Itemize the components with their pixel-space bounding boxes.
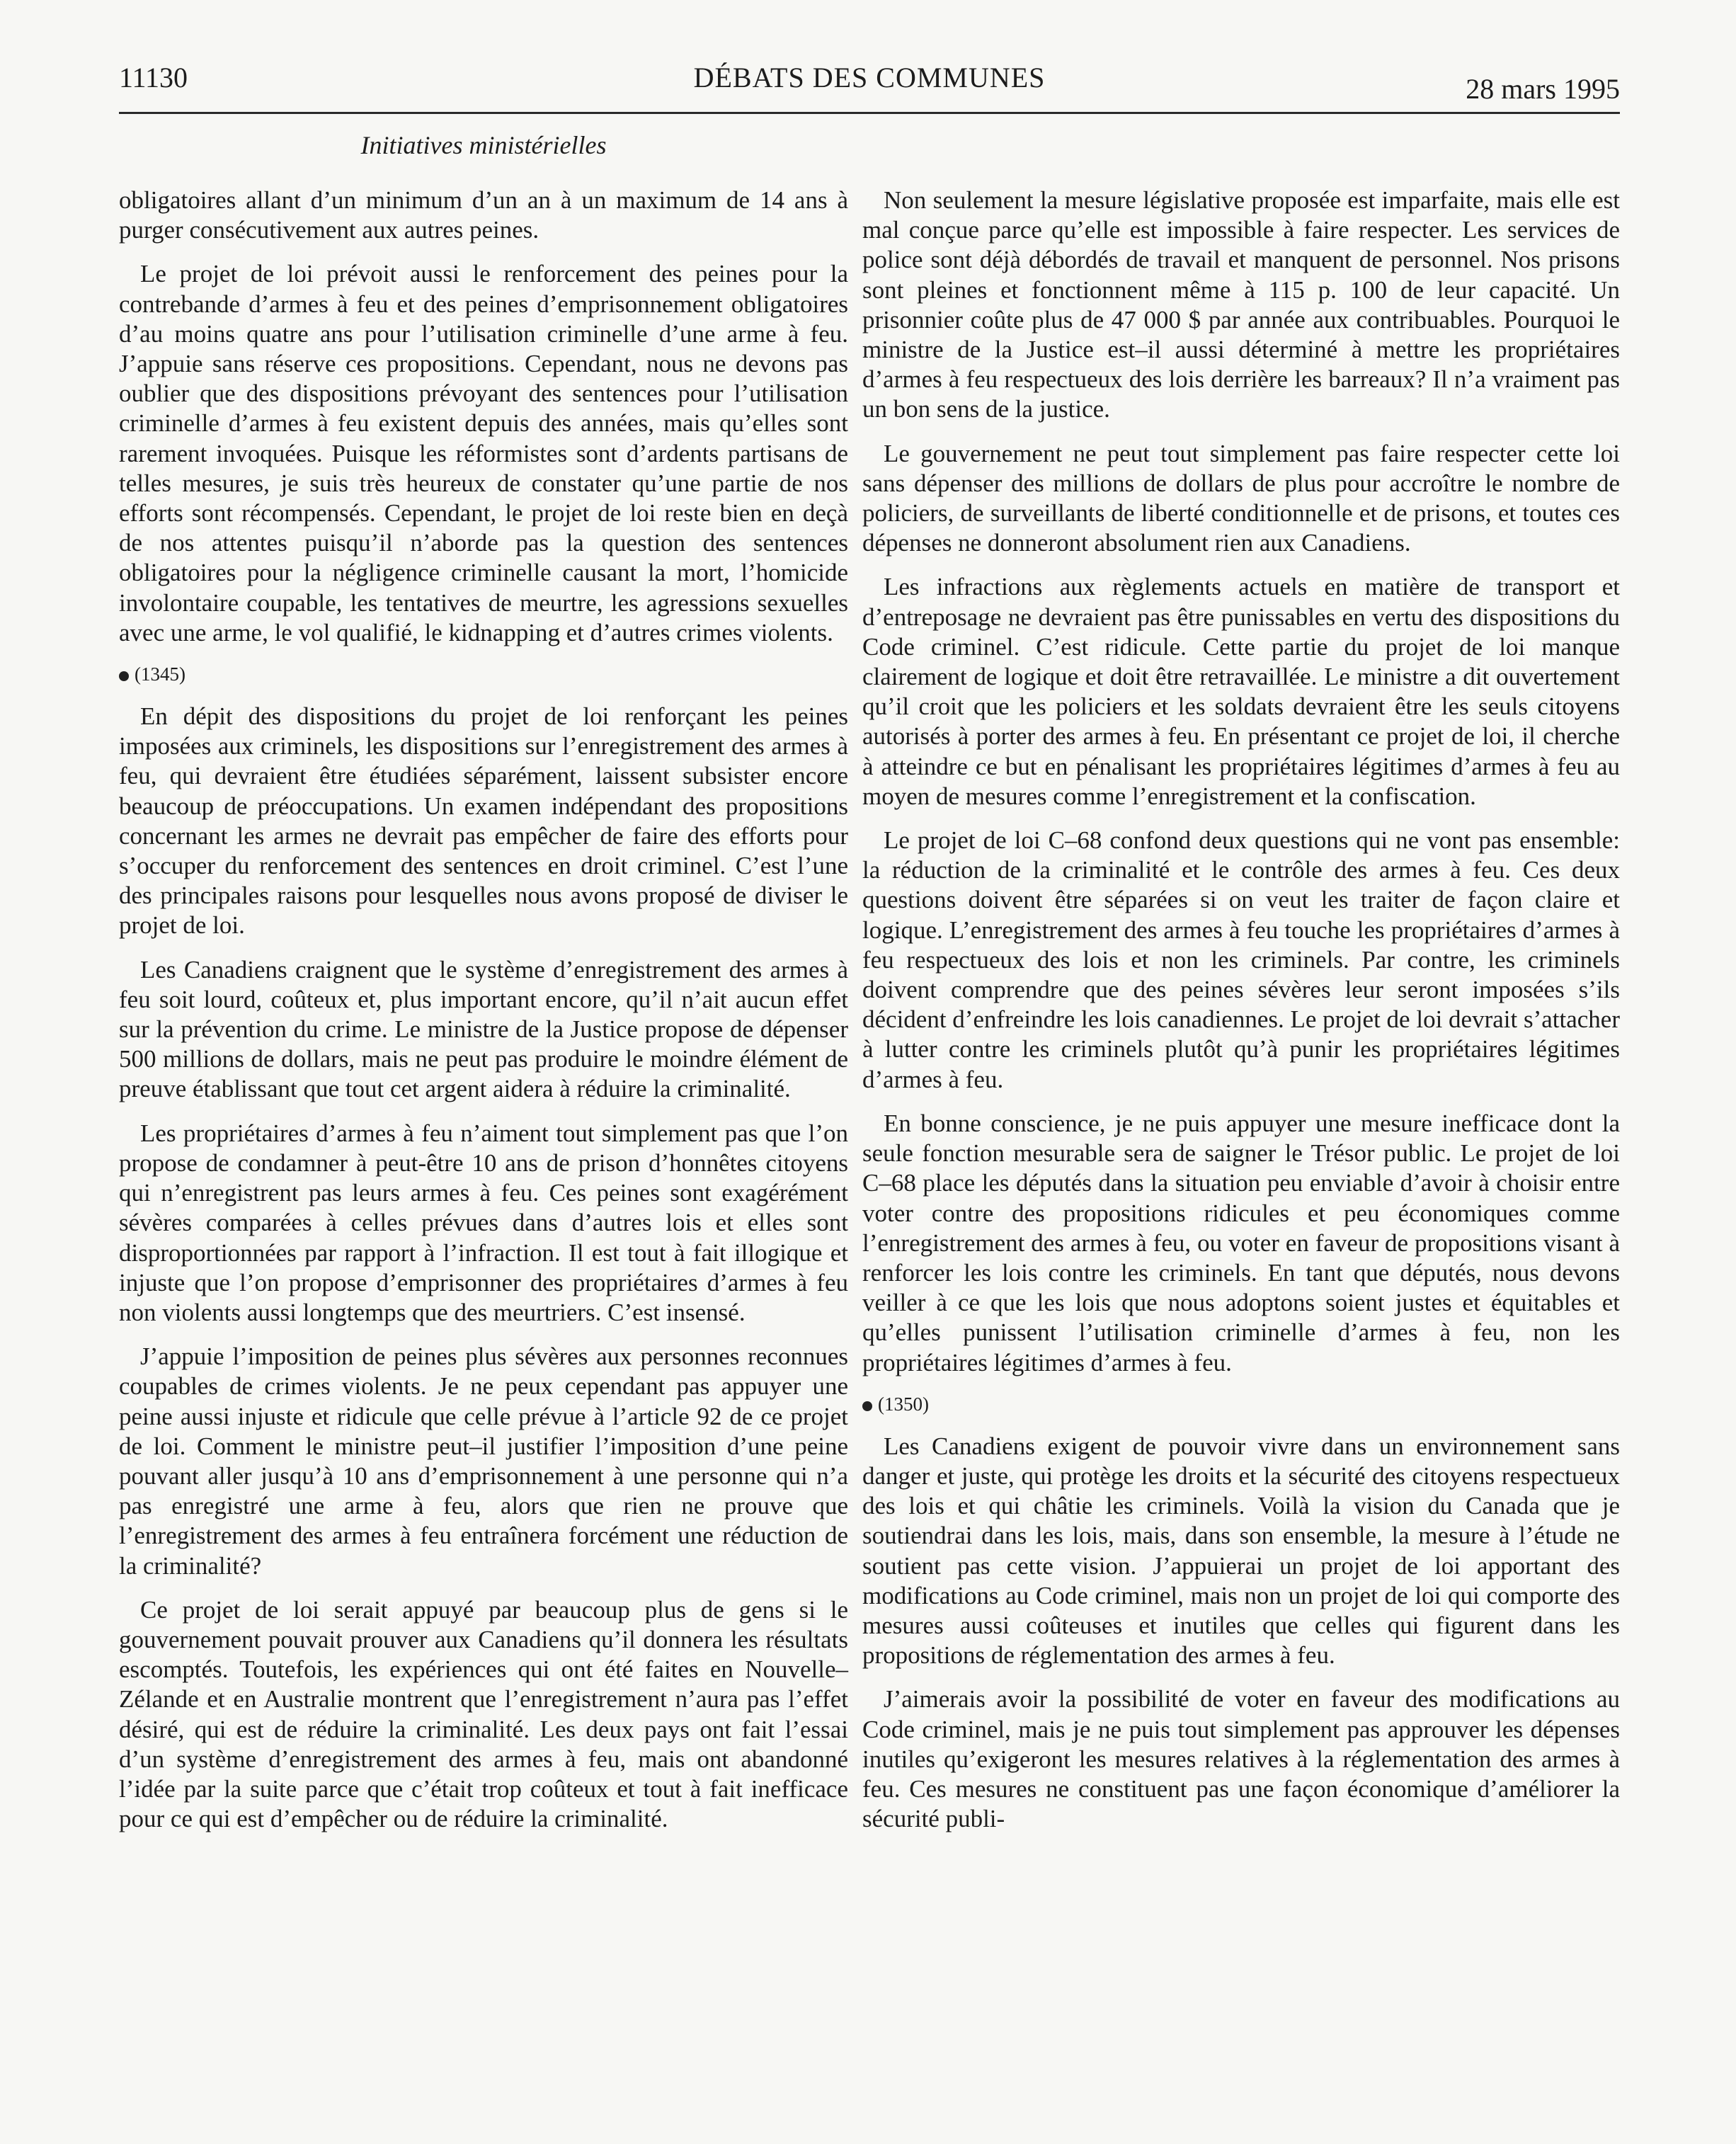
- section-title: Initiatives ministérielles: [360, 131, 607, 159]
- paragraph: En dépit des dispositions du projet de loi renforçant les peines imposées aux criminels, les dispositions sur l’enregistrement des armes à feu, qui devraient être étudiées séparément, laissent subsister encore beaucoup de préoccupations. Un examen indépendant des propositions concernant les armes ne devrait pas empêcher de faire des efforts pour s’occuper du renforcement des sentences en droit criminel. C’est l’une des principales raisons pour lesquelles nous avons proposé de diviser le projet de loi.: [119, 702, 848, 940]
- paragraph: En bonne conscience, je ne puis appuyer une mesure inefficace dont la seule fonction mesurable sera de saigner le Trésor public. Le projet de loi C–68 place les députés dans la situation peu enviable d’avoir à choisir entre voter contre des propositions ridicules et peu économiques comme l’enregistrement des armes à feu, ou voter en faveur de propositions visant à renforcer les lois contre les criminels. En tant que députés, nous devons veiller à ce que les lois que nous adoptons soient justes et équitables et qu’elles punissent l’utilisation criminelle d’armes à feu, non les propriétaires légitimes d’armes à feu.: [862, 1109, 1620, 1376]
- bullet-icon: [119, 671, 129, 681]
- paragraph: Les Canadiens exigent de pouvoir vivre dans un environnement sans danger et juste, qui protège les droits et la sécurité des citoyens respectueux des lois et qui châtie les criminels. Voilà la vision du Canada que je soutiendrai dans les lois, mais, dans son ensemble, la mesure à l’étude ne soutient pas cette vision. J’appuierai un projet de loi apportant des modifications au Code criminel, mais non un projet de loi qui comporte des mesures aussi coûteuses et inutiles que celles qui figurent dans les propositions de réglementation des armes à feu.: [862, 1432, 1620, 1670]
- bullet-icon: [862, 1401, 872, 1411]
- left-column: [119, 186, 848, 1848]
- right-column: [862, 186, 1620, 1848]
- paragraph: J’appuie l’imposition de peines plus sévères aux personnes reconnues coupables de crimes violents. Je ne peux cependant pas appuyer une peine aussi injuste et ridicule que celle prévue à l’article 92 de ce projet de loi. Comment le ministre peut–il justifier l’imposition d’une peine pouvant aller jusqu’à 10 ans d’emprisonnement à une personne qui n’a pas enregistré une arme à feu, alors que rien ne prouve que l’enregistrement des armes à feu entraînera forcément une réduction de la criminalité?: [119, 1342, 848, 1580]
- time-marker: [119, 662, 848, 686]
- paragraph: Non seulement la mesure législative proposée est imparfaite, mais elle est mal conçue parce qu’elle est impossible à faire respecter. Les services de police sont déjà débordés de travail et manquent de personnel. Nos prisons sont pleines et fonctionnent même à 115 p. 100 de leur capacité. Un prisonnier coûte plus de 47 000 $ par année aux contribuables. Pourquoi le ministre de la Justice est–il aussi déterminé à mettre les propriétaires d’armes à feu respectueux des lois derrière les barreaux? Il n’a vraiment pas un bon sens de la justice.: [862, 186, 1620, 423]
- page-header: [119, 61, 1620, 114]
- paragraph: Ce projet de loi serait appuyé par beaucoup plus de gens si le gouvernement pouvait prouver aux Canadiens qu’il donnera les résultats escomptés. Toutefois, les expériences qui ont été faites en Nouvelle–Zélande et en Australie montrent que l’enregistrement n’aura pas l’effet désiré, qui est de réduire la criminalité. Les deux pays ont fait l’essai d’un système d’enregistrement des armes à feu, mais ont abandonné l’idée par la suite parce que c’était trop coûteux et tout à fait inefficace pour ce qui est d’empêcher ou de réduire la criminalité.: [119, 1595, 848, 1833]
- paragraph: J’aimerais avoir la possibilité de voter en faveur des modifications au Code criminel, mais je ne puis tout simplement pas approuver les dépenses inutiles qu’exigeront les mesures relatives à la réglementation des armes à feu. Ces mesures ne constituent pas une façon économique d’améliorer la sécurité publi-: [862, 1685, 1620, 1833]
- publication-title: DÉBATS DES COMMUNES: [693, 62, 1046, 93]
- paragraph: Les Canadiens craignent que le système d’enregistrement des armes à feu soit lourd, coûteux et, plus important encore, qu’il n’ait aucun effet sur la prévention du crime. Le ministre de la Justice propose de dépenser 500 millions de dollars, mais ne peut pas produire le moindre élément de preuve établissant que tout cet argent aidera à réduire la criminalité.: [119, 955, 848, 1103]
- time-marker-label: (1350): [878, 1393, 929, 1415]
- paragraph: Le gouvernement ne peut tout simplement pas faire respecter cette loi sans dépenser des millions de dollars de plus pour accroître le nombre de policiers, de surveillants de liberté conditionnelle et de prisons, et toutes ces dépenses ne donneront absolument rien aux Canadiens.: [862, 439, 1620, 557]
- page-number: 11130: [119, 62, 188, 93]
- paragraph: obligatoires allant d’un minimum d’un an à un maximum de 14 ans à purger consécutivement aux autres peines.: [119, 186, 848, 244]
- time-marker: [862, 1392, 1620, 1416]
- paragraph: Les propriétaires d’armes à feu n’aiment tout simplement pas que l’on propose de condamner à peut-être 10 ans de prison d’honnêtes citoyens qui n’enregistrent pas leurs armes à feu. Ces peines sont exagérément sévères comparées à celles prévues dans d’autres lois et elles sont disproportionnées par rapport à l’infraction. Il est tout à fait illogique et injuste que l’on propose d’emprisonner des propriétaires d’armes à feu non violents aussi longtemps que des meurtriers. C’est insensé.: [119, 1119, 848, 1326]
- paragraph: Le projet de loi C–68 confond deux questions qui ne vont pas ensemble: la réduction de la criminalité et le contrôle des armes à feu. Ces deux questions doivent être séparées si on veut les traiter de façon claire et logique. L’enregistrement des armes à feu touche les propriétaires d’armes à feu respectueux des lois et non les criminels. Par contre, les criminels doivent comprendre que des peines sévères leur seront imposées s’ils décident d’enfreindre les lois canadiennes. Le projet de loi devrait s’attacher à lutter contre les criminels plutôt qu’à punir les propriétaires légitimes d’armes à feu.: [862, 826, 1620, 1093]
- paragraph: Les infractions aux règlements actuels en matière de transport et d’entreposage ne devraient pas être punissables en vertu des dispositions du Code criminel. C’est ridicule. Cette partie du projet de loi manque clairement de logique et doit être retravaillée. Le ministre a dit ouvertement qu’il croit que les policiers et les soldats devraient être les seuls citoyens autorisés à porter des armes à feu. En présentant ce projet de loi, il cherche à atteindre ce but en pénalisant les propriétaires légitimes d’armes à feu au moyen de mesures comme l’enregistrement et la confiscation.: [862, 573, 1620, 810]
- time-marker-label: (1345): [135, 663, 185, 685]
- header-date: 28 mars 1995: [1466, 73, 1620, 105]
- paragraph: Le projet de loi prévoit aussi le renforcement des peines pour la contrebande d’armes à feu et des peines d’emprisonnement obligatoires d’au moins quatre ans pour l’utilisation criminelle d’une arme à feu. J’appuie sans réserve ces propositions. Cependant, nous ne devons pas oublier que des dispositions prévoyant des sentences pour l’utilisation criminelle d’armes à feu existent depuis des années, mais qu’elles sont rarement invoquées. Puisque les réformistes sont d’ardents partisans de telles mesures, je suis très heureux de constater qu’une partie de nos efforts sont récompensés. Cependant, le projet de loi reste bien en deçà de nos attentes puisqu’il n’aborde pas la question des sentences obligatoires pour la négligence criminelle causant la mort, l’homicide involontaire coupable, les tentatives de meurtre, les agressions sexuelles avec une arme, le vol qualifié, le kidnapping et d’autres crimes violents.: [119, 260, 848, 646]
